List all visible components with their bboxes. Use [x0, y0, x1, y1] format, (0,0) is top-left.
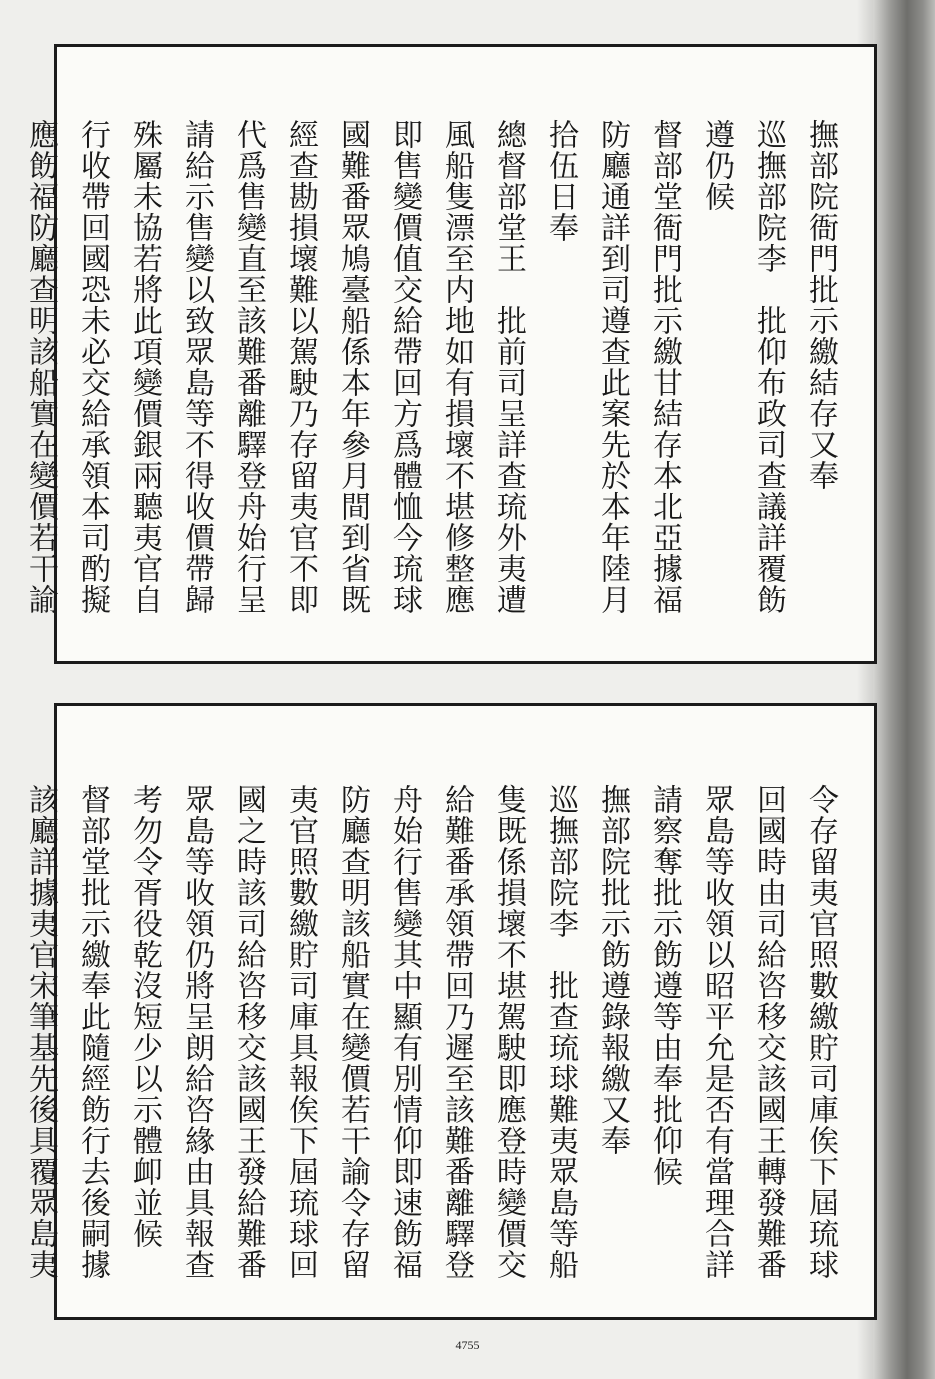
- text-column: 該廳詳據夷官宋筆基先後具覆眾島夷: [23, 784, 58, 1280]
- page-number: 4755: [455, 1338, 480, 1352]
- text-column: 即售變價值交給帶回方爲體恤今琉球: [387, 119, 422, 615]
- text-column: 行收帶回國恐未必交給承領本司酌擬: [75, 119, 110, 615]
- text-column: 舟始行售變其中顯有別情仰即速飭福: [387, 784, 422, 1280]
- top-columns: [23, 47, 874, 661]
- text-column: 督部堂衙門批示繳甘結存本北亞據福: [647, 119, 682, 615]
- text-column: 國之時該司給咨移交該國王發給難番: [231, 784, 266, 1280]
- text-column: 總督部堂王 批前司呈詳查琉外夷遭: [491, 119, 526, 615]
- text-column: 請給示售變以致眾島等不得收價帶歸: [179, 119, 214, 615]
- text-column: 巡撫部院李 批仰布政司查議詳覆飭: [751, 119, 786, 615]
- text-column: 遵仍候: [699, 119, 734, 212]
- text-column: 眾島等收領以昭平允是否有當理合詳: [699, 784, 734, 1280]
- text-column: 撫部院批示飭遵錄報繳又奉: [595, 784, 630, 1156]
- text-column: 給難番承領帶回乃遲至該難番離驛登: [439, 784, 474, 1280]
- text-column: 殊屬未協若將此項變價銀兩聽夷官自: [127, 119, 162, 615]
- text-column: 經查勘損壞難以駕駛乃存留夷官不即: [283, 119, 318, 615]
- text-column: 眾島等收領仍將呈朗給咨緣由具報查: [179, 784, 214, 1280]
- bottom-columns: [23, 706, 874, 1317]
- text-column: 應飭福防廳查明該船實在變價若干諭: [23, 119, 58, 615]
- text-column: 國難番眾鳩臺船係本年參月間到省既: [335, 119, 370, 615]
- scan-binding-edge: [873, 0, 935, 1379]
- text-column: 隻既係損壞不堪駕駛即應登時變價交: [491, 784, 526, 1280]
- bottom-text-panel: [23, 703, 877, 1320]
- text-column: 夷官照數繳貯司庫具報俟下屆琉球回: [283, 784, 318, 1280]
- text-column: 風船隻漂至内地如有損壞不堪修整應: [439, 119, 474, 615]
- text-column: 請察奪批示飭遵等由奉批仰候: [647, 784, 682, 1187]
- text-column: 防廳查明該船實在變價若干諭令存留: [335, 784, 370, 1280]
- text-column: 拾伍日奉: [543, 119, 578, 243]
- text-column: 考勿令胥役乾沒短少以示體卹並候: [127, 784, 162, 1249]
- text-column: 回國時由司給咨移交該國王轉發難番: [751, 784, 786, 1280]
- text-column: 巡撫部院李 批查琉球難夷眾島等船: [543, 784, 578, 1280]
- text-column: 督部堂批示繳奉此隨經飭行去後嗣據: [75, 784, 110, 1280]
- text-column: 代爲售變直至該難番離驛登舟始行呈: [231, 119, 266, 615]
- text-column: 撫部院衙門批示繳結存又奉: [803, 119, 838, 491]
- top-text-panel: [23, 44, 877, 664]
- text-column: 防廳通詳到司遵查此案先於本年陸月: [595, 119, 630, 615]
- text-column: 令存留夷官照數繳貯司庫俟下屆琉球: [803, 784, 838, 1280]
